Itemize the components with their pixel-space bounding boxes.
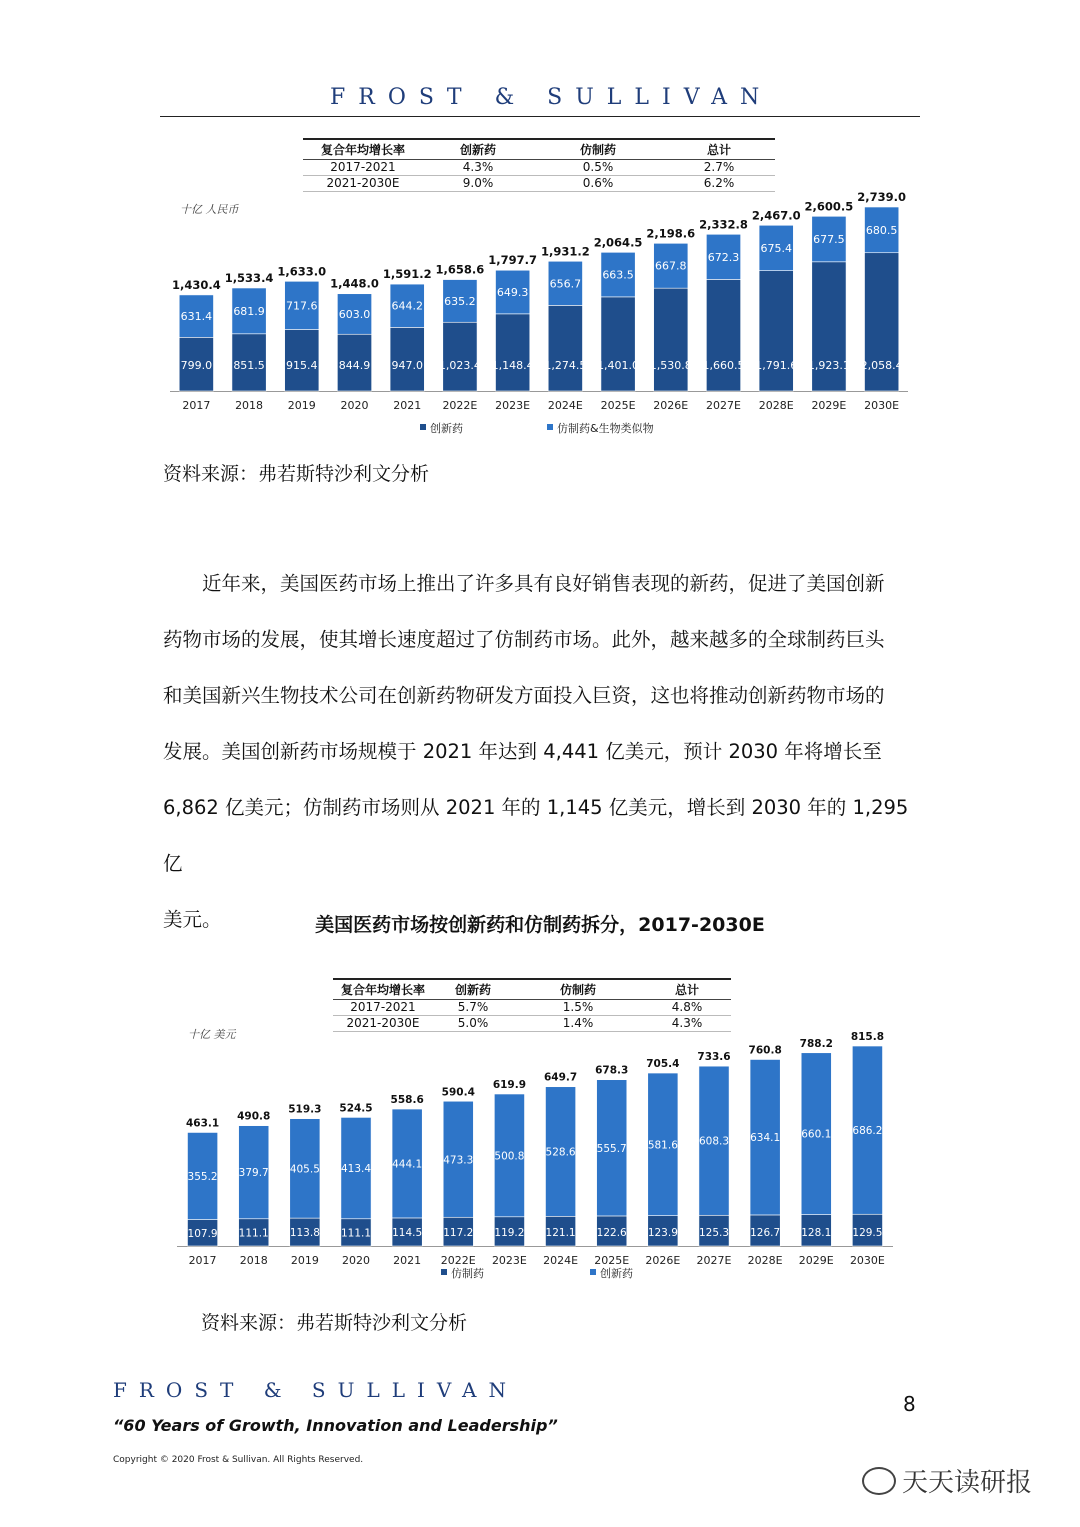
legend-label: 仿制药 — [451, 1267, 484, 1280]
paragraph-line: 药物市场的发展，使其增长速度超过了仿制药市场。此外，越来越多的全球制药巨头 — [163, 628, 885, 651]
bar-total-label: 1,430.4 — [171, 277, 221, 292]
wechat-icon — [862, 1467, 896, 1495]
legend-swatch — [420, 424, 426, 430]
copyright-notice: Copyright © 2020 Frost & Sullivan. All Rights Reserved. — [113, 1455, 364, 1465]
bar-segment — [443, 322, 477, 391]
bar-total-label: 1,448.0 — [330, 276, 379, 291]
bar-total-label: 2,739.0 — [857, 190, 907, 204]
bar-value-label: 1,274.5 — [544, 359, 587, 372]
bar-value-label: 128.1 — [801, 1227, 832, 1239]
bar-value-label: 1,660.5 — [702, 359, 745, 372]
cagr-header: 复合年均增长率 — [333, 979, 433, 1000]
bar-value-label: 379.7 — [238, 1167, 269, 1180]
bar-value-label: 444.1 — [392, 1158, 423, 1171]
bar-value-label: 634.1 — [750, 1132, 781, 1145]
chart2-unit: 十亿 美元 — [188, 1028, 236, 1041]
bar-value-label: 667.8 — [655, 259, 687, 273]
bar-value-label: 119.2 — [494, 1227, 525, 1239]
bar-total-label: 815.8 — [850, 1031, 885, 1043]
bar-value-label: 799.0 — [180, 359, 213, 372]
x-tick-label: 2030E — [864, 399, 900, 412]
bar-value-label: 675.4 — [760, 241, 792, 255]
paragraph-line: 美元。 — [163, 908, 222, 931]
bar-value-label: 608.3 — [698, 1135, 730, 1148]
bar-value-label: 649.3 — [496, 286, 529, 300]
bar-segment — [601, 297, 635, 391]
bar-segment — [496, 314, 530, 391]
bar-value-label: 603.0 — [338, 307, 371, 321]
bar-value-label: 686.2 — [852, 1125, 883, 1138]
bar-total-label: 2,467.0 — [751, 208, 801, 223]
bar-value-label: 555.7 — [596, 1142, 627, 1155]
x-tick-label: 2023E — [495, 399, 531, 412]
x-tick-label: 2021 — [393, 399, 422, 412]
bar-value-label: 121.1 — [545, 1227, 576, 1239]
cagr-cell: 4.3% — [643, 1016, 731, 1032]
bar-value-label: 2,058.4 — [860, 359, 903, 372]
bar-value-label: 656.7 — [549, 277, 582, 291]
cagr-cell: 2017-2021 — [303, 160, 423, 176]
cagr-cell: 0.5% — [533, 160, 663, 176]
paragraph-line: 近年来，美国医药市场上推出了许多具有良好销售表现的新药，促进了美国创新 — [202, 572, 885, 595]
x-tick-label: 2028E — [747, 1254, 783, 1267]
bar-value-label: 915.4 — [286, 359, 318, 372]
cagr-header: 创新药 — [433, 979, 513, 1000]
bar-segment — [548, 305, 582, 391]
bar-value-label: 677.5 — [813, 233, 845, 247]
bar-total-label: 788.2 — [799, 1037, 833, 1050]
bar-total-label: 1,658.6 — [435, 262, 485, 277]
bar-total-label: 2,332.8 — [699, 217, 748, 232]
bar-value-label: 355.2 — [187, 1171, 218, 1184]
x-tick-label: 2019 — [287, 399, 316, 412]
x-tick-label: 2028E — [758, 399, 794, 412]
chart2-caption: 美国医药市场按创新药和仿制药拆分，2017-2030E — [315, 914, 765, 936]
x-tick-label: 2024E — [547, 399, 583, 412]
bar-total-label: 1,797.7 — [488, 253, 538, 268]
cagr-header: 创新药 — [423, 139, 533, 160]
cagr-cell: 1.5% — [513, 1000, 643, 1016]
wechat-watermark — [862, 1462, 1032, 1499]
cagr-header: 仿制药 — [513, 979, 643, 1000]
cagr-cell: 2021-2030E — [303, 176, 423, 192]
bar-segment — [759, 271, 793, 391]
x-tick-label: 2024E — [543, 1254, 579, 1267]
bar-value-label: 644.2 — [391, 299, 423, 313]
bar-value-label: 122.6 — [596, 1227, 627, 1239]
bar-total-label: 490.8 — [237, 1110, 271, 1123]
bar-total-label: 760.8 — [748, 1044, 782, 1057]
bar-total-label: 733.6 — [697, 1051, 731, 1064]
bar-total-label: 705.4 — [646, 1058, 680, 1071]
cagr-cell: 4.3% — [423, 160, 533, 176]
x-tick-label: 2022E — [442, 399, 478, 412]
bar-value-label: 405.5 — [289, 1163, 320, 1176]
chart1-source: 资料来源：弗若斯特沙利文分析 — [163, 463, 430, 485]
bar-total-label: 590.4 — [441, 1086, 475, 1099]
cagr-cell: 2.7% — [663, 160, 775, 176]
bar-value-label: 126.7 — [750, 1227, 781, 1239]
legend-label: 创新药 — [600, 1267, 633, 1280]
cagr-header: 仿制药 — [533, 139, 663, 160]
x-tick-label: 2017 — [188, 1254, 217, 1267]
bar-total-label: 1,591.2 — [382, 267, 432, 282]
bar-total-label: 519.3 — [288, 1103, 322, 1116]
x-tick-label: 2027E — [706, 399, 741, 412]
bar-value-label: 663.5 — [602, 268, 634, 282]
bar-value-label: 1,530.8 — [649, 359, 692, 372]
table-row — [333, 1016, 731, 1032]
cagr-cell: 1.4% — [513, 1016, 643, 1032]
chart1-unit: 十亿 人民币 — [180, 203, 239, 216]
x-tick-label: 2027E — [696, 1254, 732, 1267]
bar-value-label: 717.6 — [286, 299, 318, 313]
bar-value-label: 111.1 — [238, 1227, 269, 1240]
x-tick-label: 2020 — [340, 399, 369, 412]
bar-total-label: 678.3 — [595, 1064, 629, 1077]
bar-total-label: 649.7 — [543, 1071, 578, 1084]
bar-value-label: 844.9 — [338, 359, 371, 372]
bar-value-label: 1,923.1 — [807, 359, 850, 372]
x-tick-label: 2029E — [811, 399, 847, 412]
cagr-header: 总计 — [643, 979, 731, 1000]
bar-value-label: 114.5 — [392, 1227, 423, 1239]
bar-total-label: 1,533.4 — [224, 270, 274, 285]
bar-value-label: 413.4 — [340, 1163, 372, 1176]
bar-value-label: 672.3 — [707, 250, 740, 264]
footer-tagline: “60 Years of Growth, Innovation and Leadership” — [113, 1416, 558, 1435]
cagr-cell: 5.0% — [433, 1016, 513, 1032]
x-tick-label: 2019 — [290, 1254, 319, 1267]
bar-value-label: 660.1 — [801, 1128, 832, 1141]
bar-value-label: 1,401.0 — [597, 359, 640, 372]
bar-value-label: 947.0 — [391, 359, 423, 372]
bar-value-label: 111.1 — [340, 1227, 372, 1240]
bar-value-label: 500.8 — [494, 1150, 525, 1163]
bar-total-label: 463.1 — [185, 1117, 220, 1130]
body-paragraph — [163, 556, 923, 948]
bar-total-label: 2,064.5 — [593, 235, 643, 250]
bar-total-label: 1,931.2 — [540, 244, 590, 259]
x-tick-label: 2025E — [600, 399, 636, 412]
cagr-cell: 4.8% — [643, 1000, 731, 1016]
bar-value-label: 680.5 — [865, 223, 898, 237]
x-tick-label: 2026E — [645, 1254, 681, 1267]
bar-value-label: 473.3 — [443, 1154, 474, 1167]
paragraph-line: 发展。美国创新药市场规模于 2021 年达到 4,441 亿美元，预计 2030 年将增长至 — [163, 740, 882, 763]
footer-brand: FROST & SULLIVAN — [113, 1378, 518, 1402]
bar-total-label: 1,633.0 — [277, 264, 327, 279]
chart2-source: 资料来源：弗若斯特沙利文分析 — [201, 1312, 468, 1334]
x-tick-label: 2023E — [491, 1254, 527, 1267]
bar-value-label: 631.4 — [180, 310, 213, 324]
x-tick-label: 2017 — [182, 399, 211, 412]
bar-value-label: 528.6 — [545, 1146, 576, 1159]
cagr-header: 复合年均增长率 — [303, 139, 423, 160]
legend-label: 创新药 — [430, 422, 463, 435]
header-brand: FROST & SULLIVAN — [330, 85, 773, 110]
x-tick-label: 2029E — [798, 1254, 834, 1267]
x-tick-label: 2020 — [342, 1254, 370, 1267]
legend-swatch — [547, 424, 553, 430]
watermark-text: 天天读研报 — [902, 1468, 1033, 1498]
bar-value-label: 1,148.4 — [491, 359, 534, 372]
bar-segment — [706, 279, 740, 391]
bar-value-label: 123.9 — [647, 1227, 678, 1239]
bar-value-label: 117.2 — [443, 1227, 474, 1239]
bar-value-label: 681.9 — [233, 304, 265, 318]
cagr-header: 总计 — [663, 139, 775, 160]
bar-value-label: 1,023.4 — [438, 359, 481, 372]
cagr-cell: 2017-2021 — [333, 1000, 433, 1016]
legend-swatch — [441, 1269, 447, 1275]
bar-total-label: 524.5 — [339, 1102, 373, 1115]
chart2-cagr-table — [333, 978, 731, 1032]
x-tick-label: 2030E — [849, 1254, 885, 1267]
bar-total-label: 619.9 — [492, 1079, 527, 1092]
cagr-cell: 9.0% — [423, 176, 533, 192]
x-tick-label: 2018 — [235, 399, 264, 412]
x-tick-label: 2022E — [440, 1254, 476, 1267]
page-number: 8 — [903, 1392, 916, 1416]
bar-segment — [654, 288, 688, 391]
legend-swatch — [590, 1269, 596, 1275]
bar-total-label: 2,600.5 — [804, 199, 854, 214]
cagr-cell: 6.2% — [663, 176, 775, 192]
x-tick-label: 2018 — [239, 1254, 268, 1267]
table-row — [333, 1000, 731, 1016]
bar-value-label: 129.5 — [852, 1227, 883, 1239]
legend-label: 仿制药&生物类似物 — [557, 422, 654, 435]
bar-value-label: 581.6 — [647, 1139, 678, 1152]
cagr-cell: 2021-2030E — [333, 1016, 433, 1032]
cagr-cell: 0.6% — [533, 176, 663, 192]
bar-value-label: 113.8 — [289, 1227, 320, 1240]
bar-value-label: 1,791.6 — [755, 359, 798, 372]
x-tick-label: 2026E — [653, 399, 689, 412]
paragraph-line: 6,862 亿美元；仿制药市场则从 2021 年的 1,145 亿美元，增长到 2030 年的 1,295 亿 — [163, 796, 909, 875]
paragraph-line: 和美国新兴生物技术公司在创新药物研发方面投入巨资，这也将推动创新药物市场的 — [163, 684, 885, 707]
bar-value-label: 125.3 — [698, 1227, 730, 1239]
bar-value-label: 635.2 — [444, 294, 476, 308]
bar-total-label: 2,198.6 — [646, 226, 696, 241]
bar-total-label: 558.6 — [390, 1094, 424, 1107]
x-tick-label: 2021 — [393, 1254, 422, 1267]
x-tick-label: 2025E — [594, 1254, 630, 1267]
bar-value-label: 107.9 — [187, 1227, 218, 1240]
cagr-cell: 5.7% — [433, 1000, 513, 1016]
bar-value-label: 851.5 — [233, 359, 265, 372]
